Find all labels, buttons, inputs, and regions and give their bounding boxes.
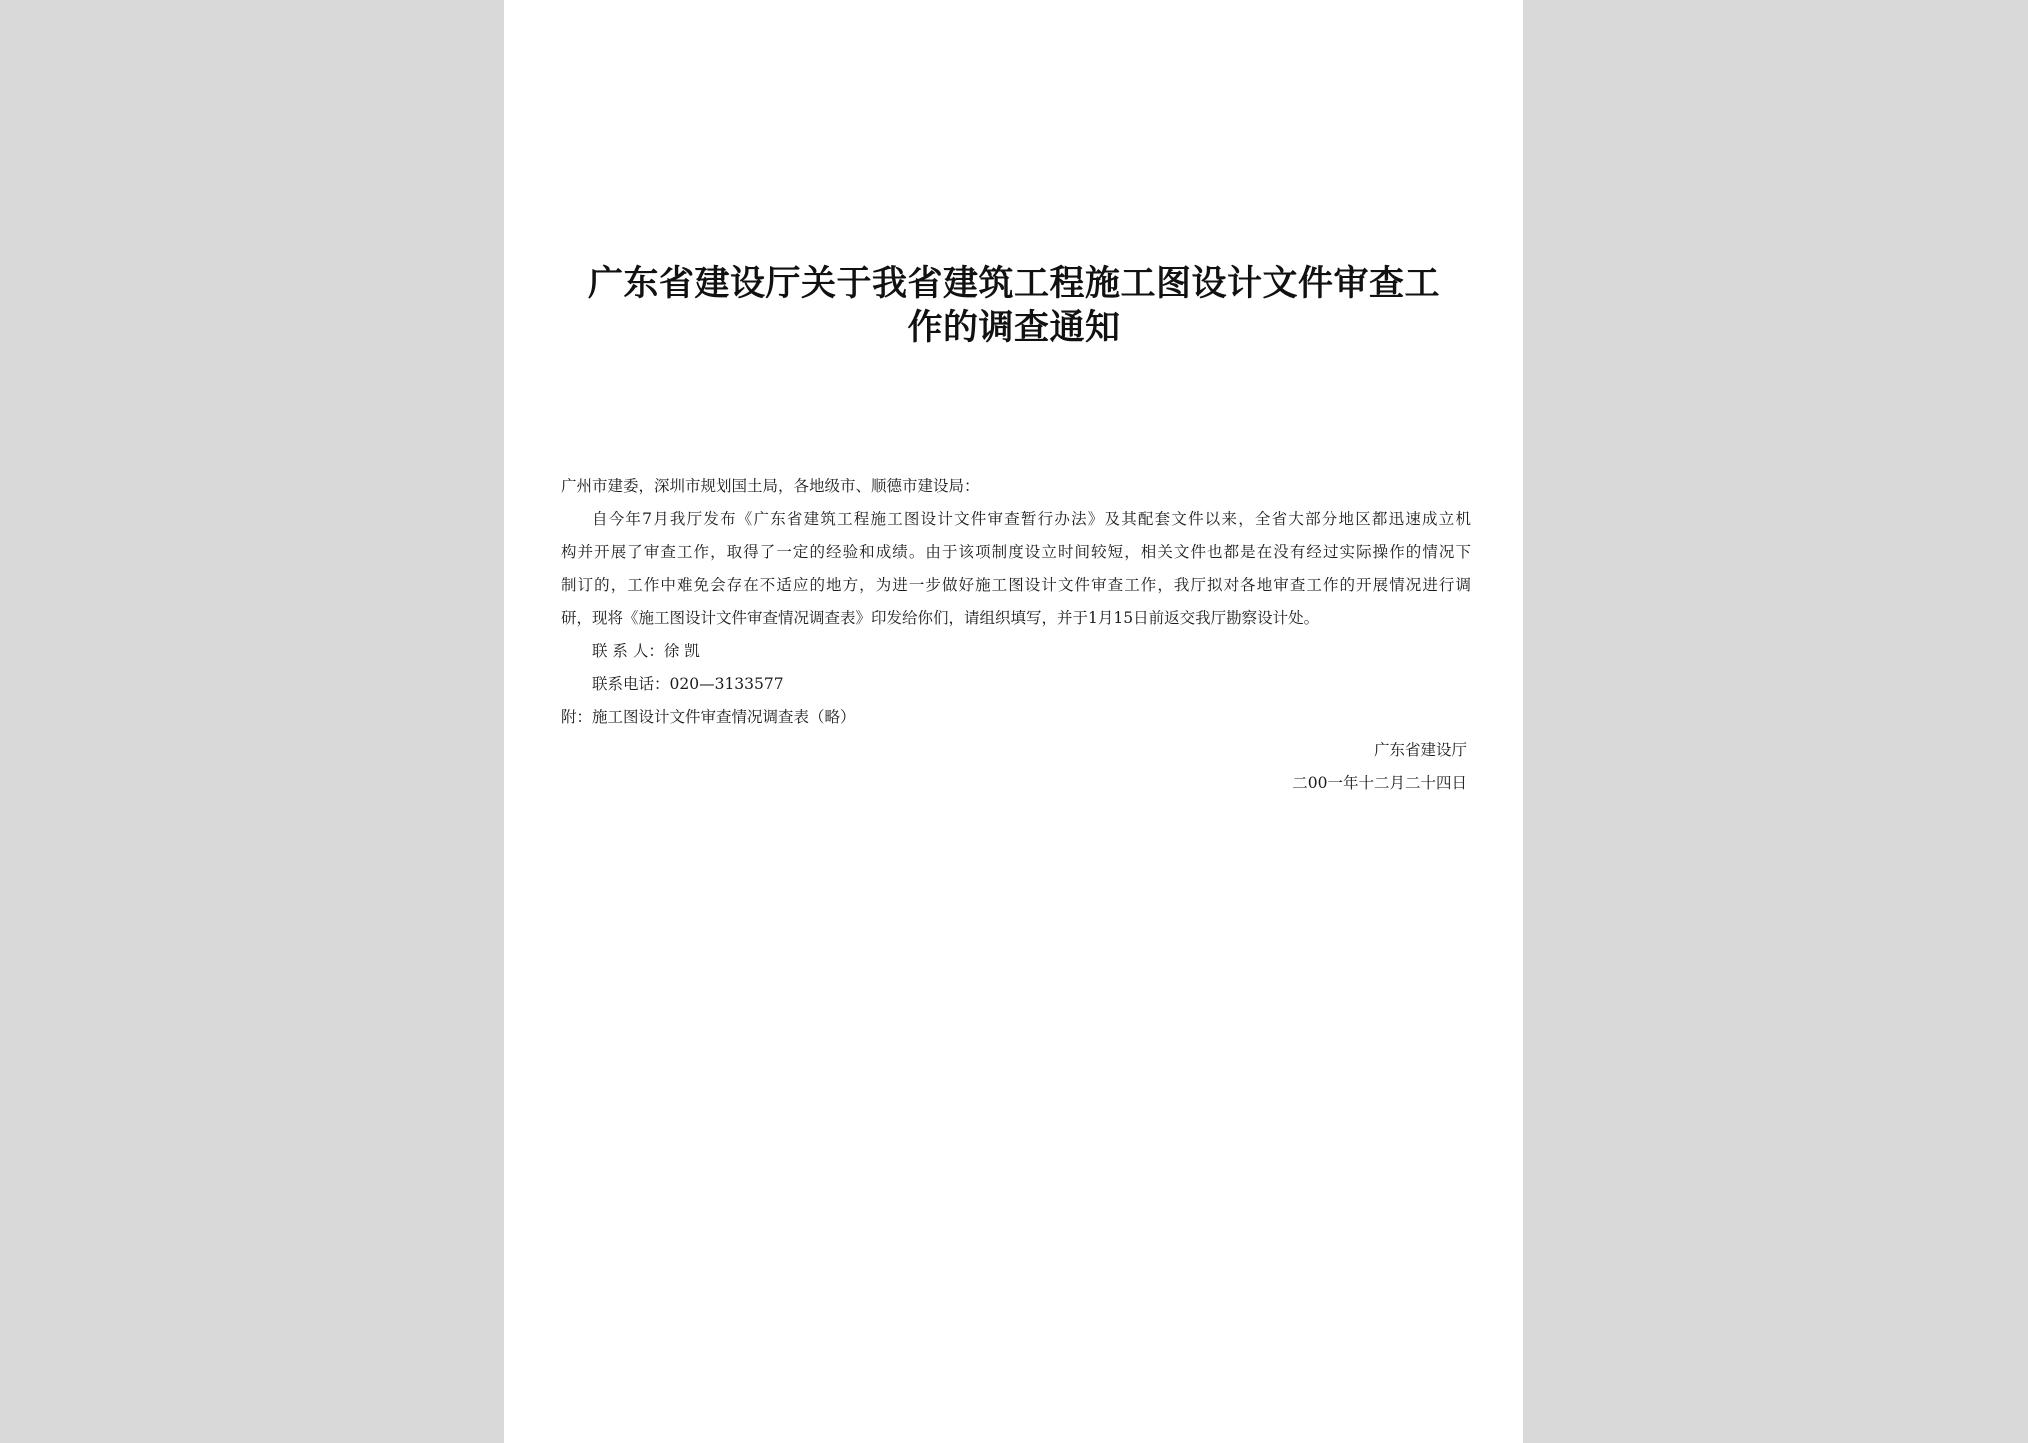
contact-person: 联 系 人：徐 凯 xyxy=(592,642,700,660)
paragraph-line-2: 构并开展了审查工作，取得了一定的经验和成绩。由于该项制度设立时间较短，相关文件也都是在没有经过实际操作的情况下 xyxy=(561,543,1471,561)
contact-phone: 联系电话：020—3133577 xyxy=(592,675,784,693)
paragraph-line-3: 制订的，工作中难免会存在不适应的地方，为进一步做好施工图设计文件审查工作，我厅拟对各地审查工作的开展情况进行调 xyxy=(561,576,1471,594)
paragraph-line-1: 自今年7月我厅发布《广东省建筑工程施工图设计文件审查暂行办法》及其配套文件以来，全省大部分地区都迅速成立机 xyxy=(592,510,1471,528)
document-title xyxy=(564,262,1464,350)
issuer-name: 广东省建设厅 xyxy=(1373,741,1467,759)
title-line-1: 广东省建设厅关于我省建筑工程施工图设计文件审查工 xyxy=(587,264,1440,304)
issue-date: 二00一年十二月二十四日 xyxy=(1292,774,1467,792)
paragraph-line-4: 研，现将《施工图设计文件审查情况调查表》印发给你们，请组织填写，并于1月15日前返交我厅勘察设计处。 xyxy=(561,609,1320,627)
document-page xyxy=(504,0,1523,1443)
attachment-note: 附：施工图设计文件审查情况调查表（略） xyxy=(561,708,856,726)
salutation: 广州市建委，深圳市规划国土局，各地级市、顺德市建设局： xyxy=(561,477,980,495)
document-body xyxy=(561,470,1471,734)
title-line-2: 作的调查通知 xyxy=(907,308,1121,348)
